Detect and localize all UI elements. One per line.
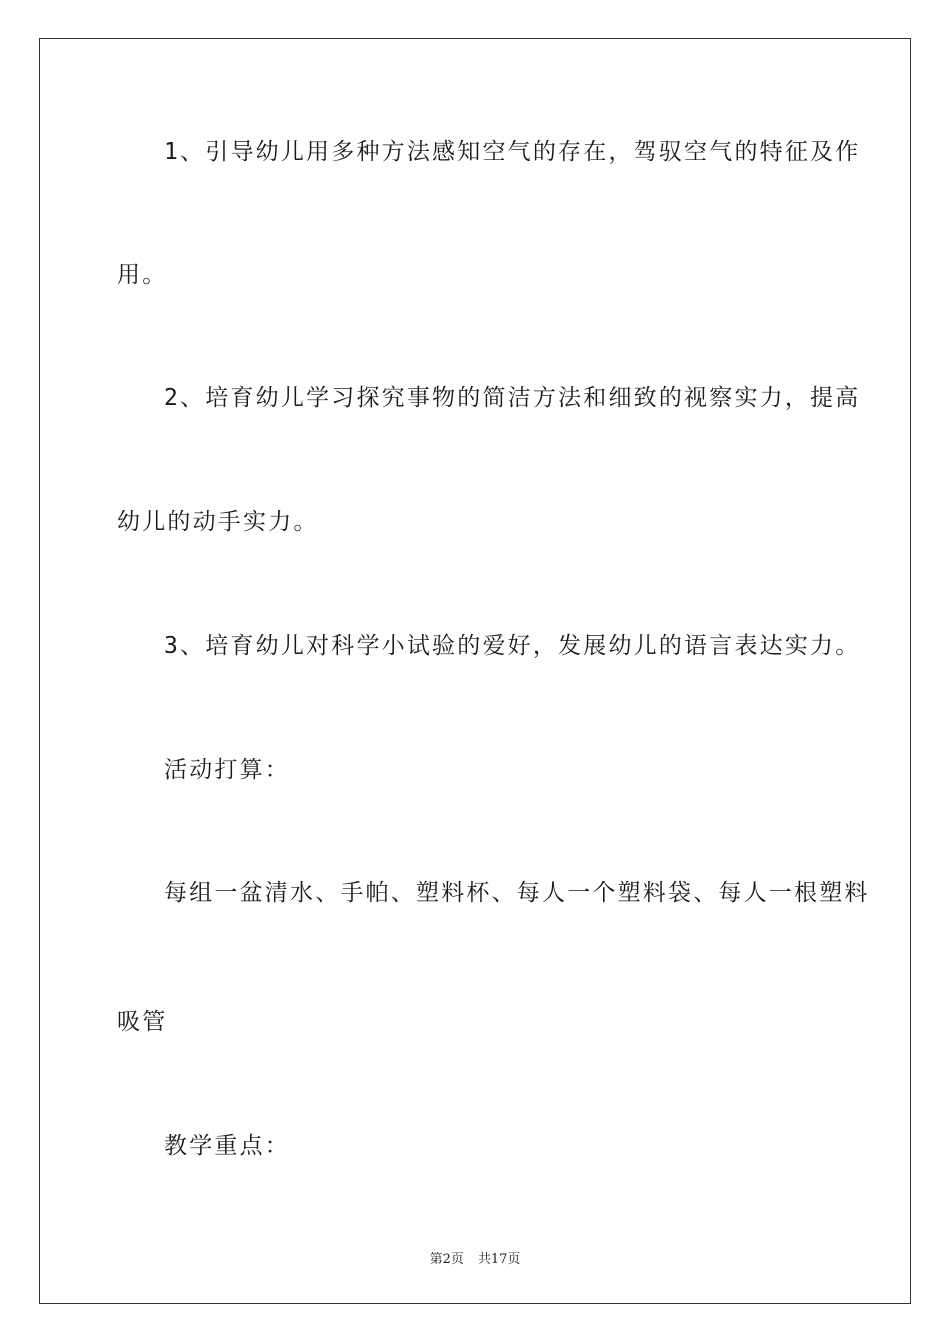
- teaching-focus-heading: 教学重点：: [164, 1133, 290, 1159]
- page-border: [39, 38, 911, 1304]
- page-total: 共17页: [477, 1252, 521, 1267]
- page-number: 第2页: [429, 1252, 464, 1267]
- objective-1-line-2: 用。: [117, 262, 168, 288]
- preparation-heading: 活动打算：: [164, 757, 290, 783]
- objective-2-line-2: 幼儿的动手实力。: [117, 509, 319, 535]
- objective-1-line-1: 1、引导幼儿用多种方法感知空气的存在，驾驭空气的特征及作: [164, 139, 861, 165]
- objective-3-line-1: 3、培育幼儿对科学小试验的爱好，发展幼儿的语言表达实力。: [164, 633, 861, 659]
- page-footer: [0, 1248, 950, 1267]
- materials-line-2: 吸管: [117, 1009, 168, 1035]
- objective-2-line-1: 2、培育幼儿学习探究事物的简洁方法和细致的视察实力，提高: [164, 385, 861, 411]
- materials-line-1: 每组一盆清水、手帕、塑料杯、每人一个塑料袋、每人一根塑料: [164, 880, 870, 906]
